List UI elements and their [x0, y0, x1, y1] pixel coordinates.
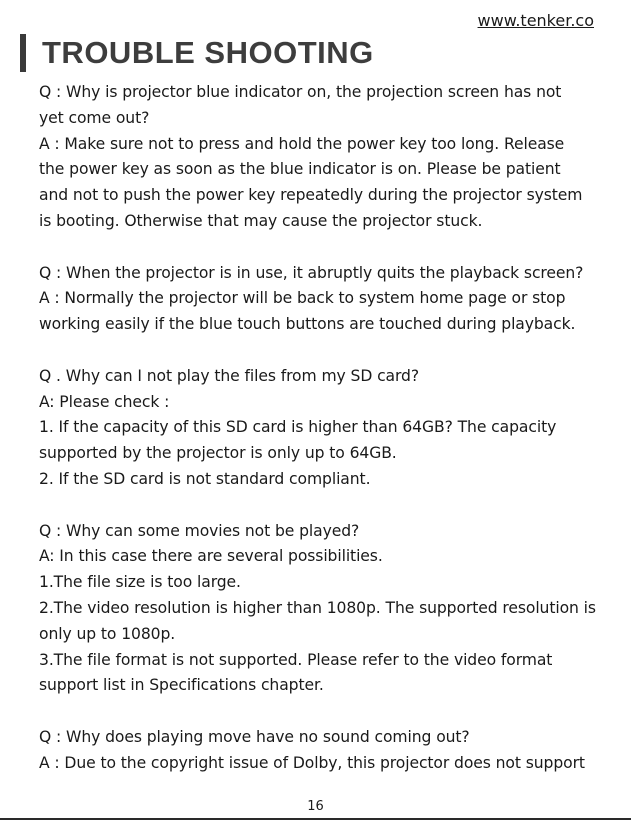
- answer-text: support list in Specifications chapter.: [39, 676, 324, 695]
- answer-text: 1. If the capacity of this SD card is higher than 64GB? The capacity: [39, 418, 557, 437]
- spacer: [39, 493, 607, 519]
- question-text: Q . Why can I not play the files from my SD card?: [39, 366, 420, 385]
- answer-text: A: Please check :: [39, 392, 170, 411]
- faq-item-no-sound: [39, 725, 607, 777]
- answer-text: supported by the projector is only up to 64GB.: [39, 444, 397, 463]
- question-text: Q : Why can some movies not be played?: [39, 521, 360, 540]
- faq-item-playback-quit: [39, 261, 607, 338]
- answer-text: is booting. Otherwise that may cause the projector stuck.: [39, 211, 483, 230]
- faq-item-sd-card: [39, 364, 607, 493]
- spacer: [39, 338, 607, 364]
- spacer: [39, 235, 607, 261]
- answer-text: A: In this case there are several possibilities.: [39, 547, 383, 566]
- question-text: yet come out?: [39, 108, 150, 127]
- answer-text: and not to push the power key repeatedly during the projector system: [39, 186, 583, 205]
- answer-text: 3.The file format is not supported. Please refer to the video format: [39, 650, 553, 669]
- answer-text: working easily if the blue touch buttons are touched during playback.: [39, 315, 576, 334]
- page-title: TROUBLE SHOOTING: [42, 35, 374, 70]
- faq-item-projector-screen: [39, 80, 607, 235]
- question-text: Q : Why is projector blue indicator on, the projection screen has not: [39, 83, 562, 101]
- faq-item-movies-not-played: [39, 519, 607, 700]
- heading-accent-bar: [20, 34, 26, 72]
- question-text: Q : When the projector is in use, it abruptly quits the playback screen?: [39, 263, 584, 282]
- answer-text: only up to 1080p.: [39, 624, 176, 643]
- answer-text: A : Make sure not to press and hold the power key too long. Release: [39, 134, 565, 153]
- answer-text: 2.The video resolution is higher than 1080p. The supported resolution is: [39, 598, 596, 617]
- faq-content: [39, 80, 607, 777]
- section-heading: [20, 34, 374, 72]
- answer-text: A : Due to the copyright issue of Dolby, this projector does not support: [39, 753, 585, 772]
- answer-text: A : Normally the projector will be back to system home page or stop: [39, 289, 566, 308]
- website-link[interactable]: www.tenker.co: [477, 11, 594, 30]
- answer-text: the power key as soon as the blue indicator is on. Please be patient: [39, 160, 561, 179]
- spacer: [39, 699, 607, 725]
- answer-text: 2. If the SD card is not standard compliant.: [39, 469, 371, 488]
- page-number: 16: [307, 799, 324, 814]
- question-text: Q : Why does playing move have no sound coming out?: [39, 727, 470, 746]
- answer-text: 1.The file size is too large.: [39, 573, 241, 592]
